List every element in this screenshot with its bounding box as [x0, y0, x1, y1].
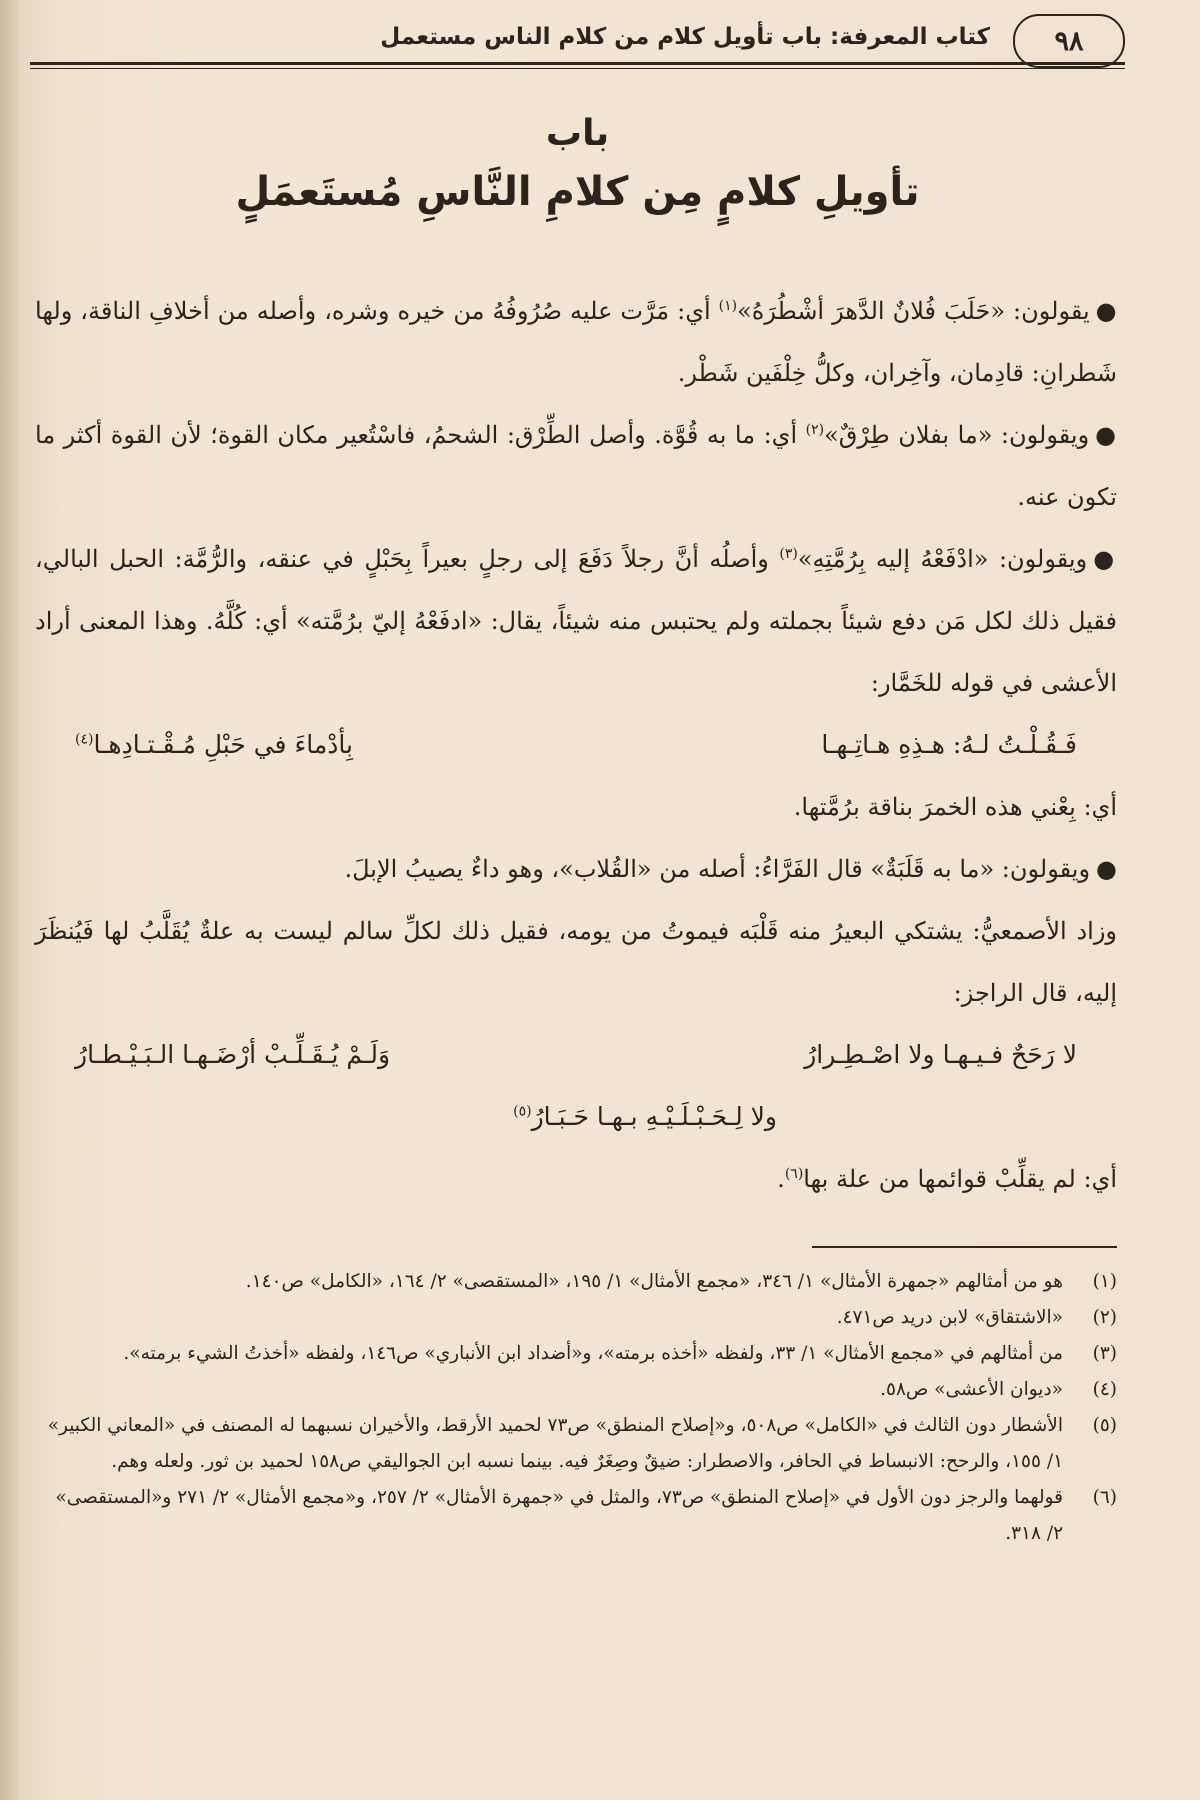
- quote: يقولون: «حَلَبَ فُلانٌ الدَّهرَ أشْطُرَهُ»: [737, 297, 1090, 325]
- footnote-number: (٣): [1092, 1343, 1117, 1364]
- page-number: ٩٨: [1013, 14, 1125, 68]
- footnote-number: (٦): [1092, 1487, 1117, 1508]
- footnote-2: [45, 1300, 1117, 1336]
- paragraph-text: أي: ما به قُوَّة. وأصل الطِّرْق: الشحمُ، فاسْتُعير مكان القوة؛ لأن القوة أكثر ما تكون عنه.: [35, 421, 1117, 511]
- bullet-icon: ●: [1095, 297, 1117, 325]
- footnote-ref[interactable]: (٤): [75, 731, 94, 748]
- footnotes: [45, 1264, 1117, 1552]
- body-text: [35, 280, 1117, 1210]
- footnote-text: قولهما والرجز دون الأول في «إصلاح المنطق» ص٧٣، والمثل في «جمهرة الأمثال» ٢/ ٢٥٧، و«مجمع الأمثال» ٢/ ٢٧١ و«المستقصى» ٢/ ٣١٨.: [55, 1487, 1063, 1544]
- quote: ويقولون: «ما بفلان طِرْقٌ»: [824, 421, 1090, 449]
- paragraph-1: [35, 280, 1117, 404]
- paragraph-3: [35, 528, 1117, 714]
- footnote-5: [45, 1408, 1117, 1480]
- header-rule: [30, 62, 1125, 65]
- footnote-ref[interactable]: (١): [718, 298, 738, 314]
- hemistich-text: ولا لِـحَـبْـلَـيْـهِ بـهـا حَـبَـارُ: [531, 1102, 777, 1131]
- footnote-number: (٤): [1092, 1379, 1117, 1400]
- footnote-text: هو من أمثالهم «جمهرة الأمثال» ١/ ٣٤٦، «مجمع الأمثال» ١/ ١٩٥، «المستقصى» ٢/ ١٦٤، «الكامل» ص١٤٠.: [245, 1271, 1063, 1292]
- bullet-icon: ●: [1093, 545, 1117, 573]
- paragraph-6: وزاد الأصمعيُّ: يشتكي البعيرُ منه قَلْبَه فيموتُ من يومه، فقيل ذلك لكلِّ سالم ليست به علةٌ يُقَلَّبُ لها فَيُنظَرَ إليه، قال الراجز:: [35, 917, 1117, 1007]
- verse-3: [35, 1086, 1117, 1148]
- paragraph-5: [35, 838, 1117, 900]
- hemistich-text: بِأدْماءَ في حَبْلِ مُـقْـتـادِهـا: [93, 730, 353, 759]
- verse-1: [35, 714, 1117, 776]
- paragraph-text: ويقولون: «ما به قَلَبَةٌ» قال الفَرَّاءُ: أصله من «القُلاب»، وهو داءٌ يصيبُ الإبلَ.: [344, 855, 1091, 883]
- footnote-separator: [812, 1246, 1117, 1248]
- footnote-number: (٢): [1092, 1307, 1117, 1328]
- quote: ويقولون: «ادْفَعْهُ إليه بِرُمَّتِهِ»: [797, 545, 1088, 573]
- footnote-6: [45, 1480, 1117, 1552]
- chapter-word: باب: [545, 113, 610, 154]
- header-rule-thin: [30, 68, 1125, 69]
- footnote-ref[interactable]: (٣): [779, 546, 798, 562]
- paragraph-4: أي: بِعْني هذه الخمرَ بناقة برُمَّتها.: [793, 793, 1117, 821]
- hemistich: [513, 1086, 777, 1148]
- hemistich: لا رَحَحٌ فـيـهـا ولا اصْـطِـرارُ: [804, 1040, 1077, 1069]
- paragraph-2: [35, 404, 1117, 528]
- footnote-1: [45, 1264, 1117, 1300]
- footnote-ref[interactable]: (٦): [784, 1166, 804, 1182]
- bullet-icon: ●: [1095, 421, 1117, 449]
- hemistich: وَلَـمْ يُـقَـلِّـبْ أرْضَـهـا الـبَـيْـطـارُ: [75, 1040, 391, 1069]
- footnote-number: (١): [1092, 1271, 1117, 1292]
- footnote-text: «الاشتقاق» لابن دريد ص٤٧١.: [836, 1307, 1063, 1328]
- paragraph-7: أي: لم يقلِّبْ قوائمها من علة بها$^{(٦)}$.: [777, 1165, 1117, 1193]
- running-title: كتاب المعرفة: باب تأويل كلام من كلام الناس مستعمل: [380, 24, 990, 50]
- hemistich: فَـقُـلْـتُ لـهُ: هـذِهِ هـاتِـهـا: [821, 730, 1077, 759]
- footnote-ref[interactable]: (٥): [513, 1103, 532, 1120]
- footnote-number: (٥): [1092, 1415, 1117, 1436]
- footnote-text: من أمثالهم في «مجمع الأمثال» ١/ ٣٣، ولفظه «أخذه برمته»، و«أضداد ابن الأنباري» ص١٤٦، ولفظه «أخذتُ الشيء برمته».: [123, 1343, 1063, 1364]
- footnote-ref[interactable]: (٢): [805, 422, 825, 438]
- footnote-4: [45, 1372, 1117, 1408]
- paragraph-text: وأصلُه أنَّ رجلاً دَفَعَ إلى رجلٍ بعيراً بِحَبْلٍ في عنقه، والرُّمَّة: الحبل البالي، فقيل ذلك لكل مَن دفع شيئاً بجملته ولم يحتبس منه شيئاً، يقال: «ادفَعْهُ إليّ برُمَّته» أي: كُلَّهُ. وهذا المعنى أراد الأعشى في قوله للخَمَّار:: [35, 545, 1117, 697]
- verse-2: [35, 1024, 1117, 1086]
- hemistich: [75, 714, 353, 776]
- chapter-heading: [30, 110, 1125, 226]
- footnote-text: «ديوان الأعشى» ص٥٨.: [880, 1379, 1063, 1400]
- paragraph-text: أي: لم يقلِّبْ قوائمها من علة بها: [803, 1165, 1117, 1193]
- binding-shadow: [0, 0, 22, 1800]
- bullet-icon: ●: [1096, 855, 1117, 883]
- footnote-text: الأشطار دون الثالث في «الكامل» ص٥٠٨، و«إصلاح المنطق» ص٧٣ لحميد الأرقط، والأخيران نسبهما له المصنف في «المعاني الكبير» ١/ ١٥٥، والرحح: الانبساط في الحافر، والاصطرار: ضيقٌ وصِغَرٌ فيه. بينما نسبه ابن الجواليقي ص١٥٨ لحميد بن ثور. ولعله وهم.: [47, 1415, 1063, 1472]
- footnote-3: [45, 1336, 1117, 1372]
- paragraph-text: أي: مَرَّت عليه صُرُوفُهُ من خيره وشره، وأصله من أخلافِ الناقة، ولها شَطرانِ: قادِمان، وآخِران، وكلُّ خِلْفَين شَطْر.: [35, 297, 1117, 387]
- chapter-title: تأويلِ كلامٍ مِن كلامِ النَّاسِ مُستَعمَلٍ: [235, 169, 920, 215]
